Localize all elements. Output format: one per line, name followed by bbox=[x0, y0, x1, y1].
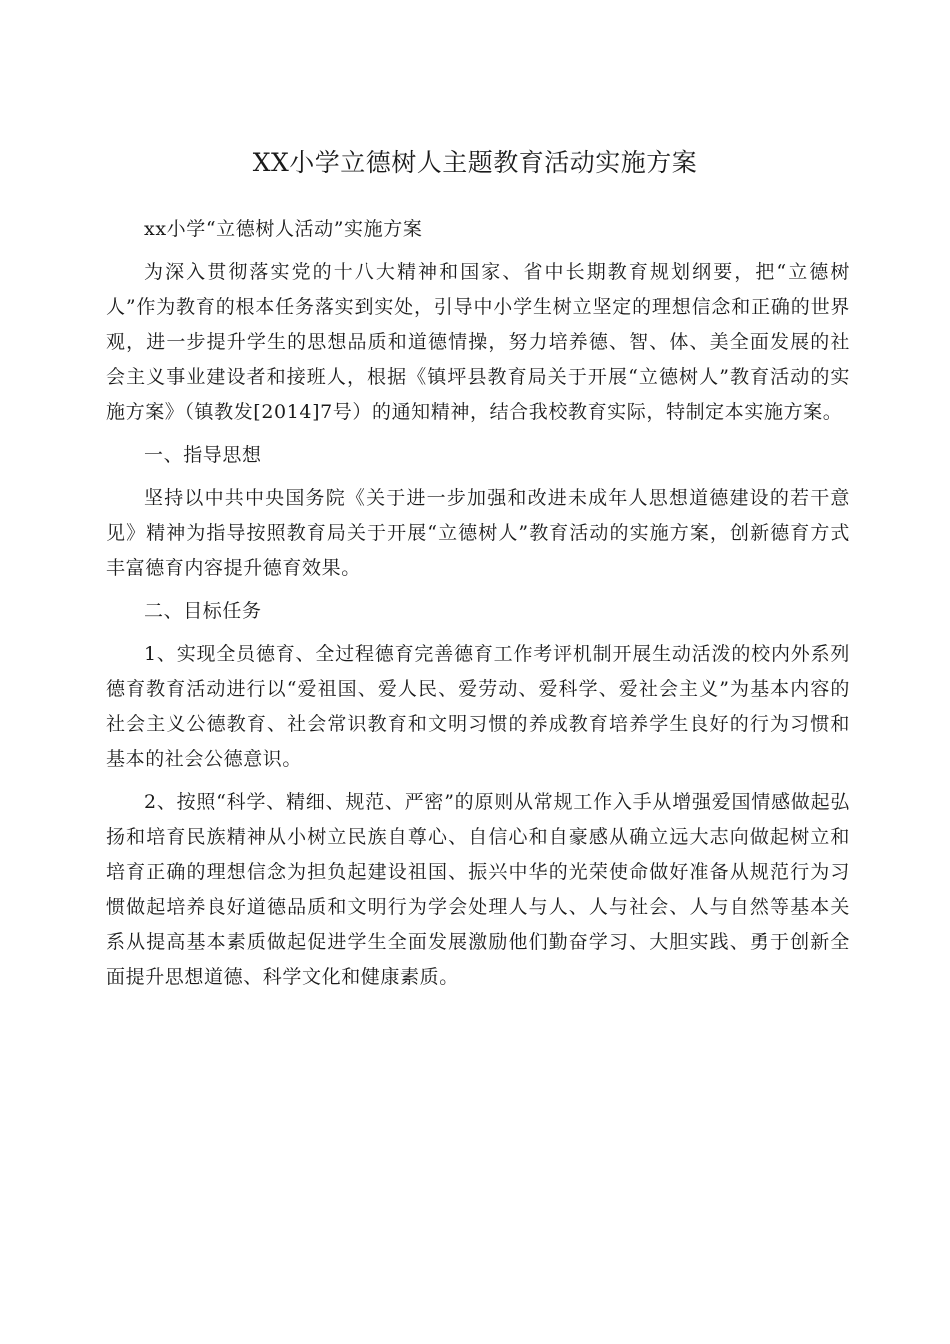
document-subtitle: xx小学“立德树人活动”实施方案 bbox=[144, 218, 423, 240]
document-title: XX小学立德树人主题教育活动实施方案 bbox=[252, 148, 698, 177]
section-heading-goals-tasks: 二、目标任务 bbox=[144, 600, 262, 622]
goals-item-2: 2、按照“科学、精细、规范、严密”的原则从常规工作入手从增强爱国情感做起弘扬和培育民族精神从小树立民族自尊心、自信心和自豪感从确立远大志向做起树立和培育正确的理想信念为担负起建设祖国、振兴中华的光荣使命做好准备从规范行为习惯做起培养良好道德品质和文明行为学会处理人与人、人与社会、人与自然等基本关系从提高基本素质做起促进学生全面发展激励他们勤奋学习、大胆实践、勇于创新全面提升思想道德、科学文化和健康素质。 bbox=[106, 791, 850, 988]
intro-paragraph: 为深入贯彻落实党的十八大精神和国家、省中长期教育规划纲要，把“立德树人”作为教育的根本任务落实到实处，引导中小学生树立坚定的理想信念和正确的世界观，进一步提升学生的思想品质和道德情操，努力培养德、智、体、美全面发展的社会主义事业建设者和接班人，根据《镇坪县教育局关于开展“立德树人”教育活动的实施方案》（镇教发[2014]7号）的通知精神，结合我校教育实际，特制定本实施方案。 bbox=[106, 261, 850, 423]
document-body bbox=[106, 212, 850, 995]
goals-item-1: 1、实现全员德育、全过程德育完善德育工作考评机制开展生动活泼的校内外系列德育教育活动进行以“爱祖国、爱人民、爱劳动、爱科学、爱社会主义”为基本内容的社会主义公德教育、社会常识教育和文明习惯的养成教育培养学生良好的行为习惯和基本的社会公德意识。 bbox=[106, 643, 850, 770]
guiding-ideology-paragraph: 坚持以中共中央国务院《关于进一步加强和改进未成年人思想道德建设的若干意见》精神为指导按照教育局关于开展“立德树人”教育活动的实施方案，创新德育方式丰富德育内容提升德育效果。 bbox=[106, 487, 850, 579]
section-heading-guiding-ideology: 一、指导思想 bbox=[144, 444, 262, 466]
